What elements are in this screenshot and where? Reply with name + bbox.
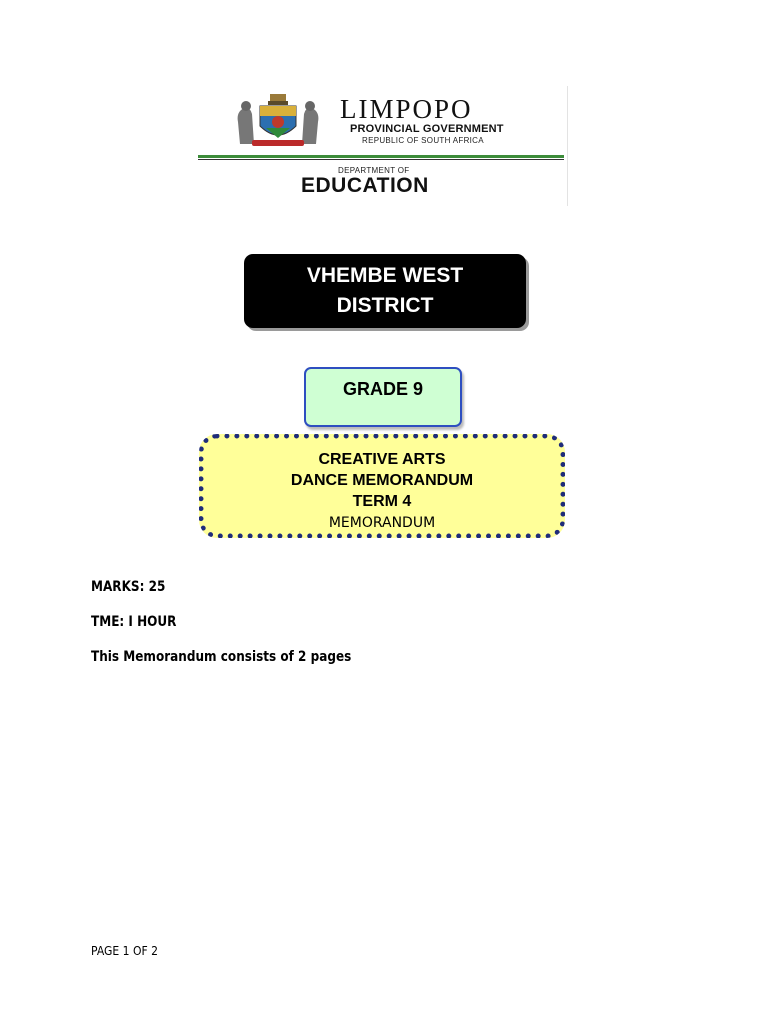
district-line-1: VHEMBE WEST (306, 264, 464, 287)
pages-text: This Memorandum consists of 2 pages (91, 649, 352, 665)
grade-box (304, 367, 462, 427)
grade-label: GRADE 9 (342, 379, 423, 399)
coat-of-arms-icon (232, 92, 324, 148)
letterhead-rule (198, 159, 564, 160)
subject-line-2: DANCE MEMORANDUM (290, 472, 474, 489)
page-footer: PAGE 1 OF 2 (91, 944, 158, 958)
letterhead-rule-green (198, 155, 564, 158)
letterhead-edge (567, 86, 568, 206)
letterhead (198, 86, 570, 208)
department-name: EDUCATION (301, 174, 429, 197)
country-label: REPUBLIC OF SOUTH AFRICA (362, 136, 484, 145)
district-line-2: DISTRICT (336, 294, 434, 317)
province-title: LIMPOPO (340, 94, 473, 124)
subject-line-3: TERM 4 (352, 493, 412, 510)
subject-line-1: CREATIVE ARTS (318, 451, 446, 468)
subject-box (199, 434, 565, 538)
district-banner (244, 254, 526, 328)
time-text: TME: I HOUR (91, 614, 177, 630)
marks-text: MARKS: 25 (91, 579, 166, 595)
subject-line-4: MEMORANDUM (328, 515, 436, 531)
department-of-label: DEPARTMENT OF (338, 166, 410, 175)
government-label: PROVINCIAL GOVERNMENT (350, 123, 504, 135)
